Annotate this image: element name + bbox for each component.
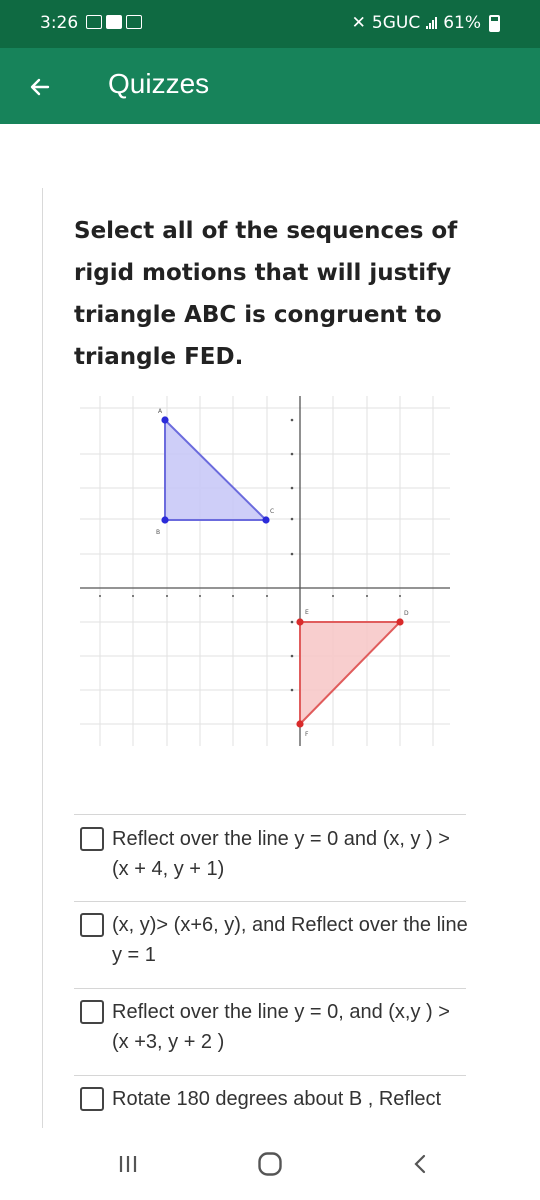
notification-icon <box>106 15 122 29</box>
app-bar <box>0 48 540 124</box>
point-label-a: A <box>158 408 163 415</box>
battery-icon <box>489 15 500 32</box>
navigation-bar <box>0 1128 540 1200</box>
option-checkbox[interactable] <box>80 827 104 851</box>
status-bar <box>0 0 540 48</box>
option-separator <box>74 814 466 815</box>
point-label-b: B <box>156 529 161 536</box>
triangle-fed <box>300 622 400 724</box>
point-label-d: D <box>404 610 409 617</box>
point-a <box>161 416 168 423</box>
system-back-button[interactable] <box>392 1142 448 1186</box>
status-right <box>352 13 500 33</box>
recents-icon <box>117 1153 139 1175</box>
notification-icon <box>86 15 102 29</box>
option-separator <box>74 901 466 902</box>
point-label-c: C <box>270 508 275 515</box>
back-button[interactable] <box>20 67 60 107</box>
option-checkbox[interactable] <box>80 913 104 937</box>
question-text: Select all of the sequences of rigid motions that will justify triangle ABC is congruent to triangle FED. <box>74 218 458 370</box>
point-e <box>296 618 303 625</box>
option-label: (x, y)> (x+6, y), and Reflect over the line y = 1 <box>112 914 468 966</box>
option-label: Rotate 180 degrees about B , Reflect <box>112 1088 442 1110</box>
coordinate-graph <box>80 396 450 746</box>
recents-button[interactable] <box>100 1142 156 1186</box>
arrow-left-icon <box>28 75 52 99</box>
graph-grid <box>80 396 450 746</box>
network-label: 5GUC <box>371 13 421 33</box>
option-checkbox[interactable] <box>80 1087 104 1111</box>
back-chevron-icon <box>410 1152 430 1176</box>
point-d <box>396 618 403 625</box>
option-separator <box>74 1075 466 1076</box>
answer-option-1[interactable] <box>80 824 470 888</box>
triangle-abc <box>165 420 266 520</box>
notification-icons <box>86 15 142 29</box>
option-label: Reflect over the line y = 0 and (x, y ) > (x + 4, y + 1) <box>112 828 450 880</box>
point-b <box>161 516 168 523</box>
answer-option-2[interactable] <box>80 910 470 974</box>
home-button[interactable] <box>242 1142 298 1186</box>
option-separator <box>74 988 466 989</box>
answer-option-4[interactable] <box>80 1084 470 1124</box>
graph-axes <box>80 396 450 746</box>
point-f <box>296 720 303 727</box>
mute-icon: ✕ <box>351 13 366 33</box>
status-time: 3:26 <box>40 13 79 33</box>
page-title: Quizzes <box>108 68 210 99</box>
home-icon <box>256 1150 284 1178</box>
battery-label: 61% <box>443 13 481 33</box>
answer-option-3[interactable] <box>80 997 470 1061</box>
option-label: Reflect over the line y = 0, and (x,y ) > (x +3, y + 2 ) <box>112 1001 450 1053</box>
point-label-f: F <box>305 731 309 738</box>
notification-icon <box>126 15 142 29</box>
signal-icon <box>426 17 437 29</box>
card-border <box>42 188 43 1128</box>
point-label-e: E <box>305 609 309 616</box>
point-c <box>262 516 269 523</box>
quiz-content <box>0 124 540 1128</box>
option-checkbox[interactable] <box>80 1000 104 1024</box>
